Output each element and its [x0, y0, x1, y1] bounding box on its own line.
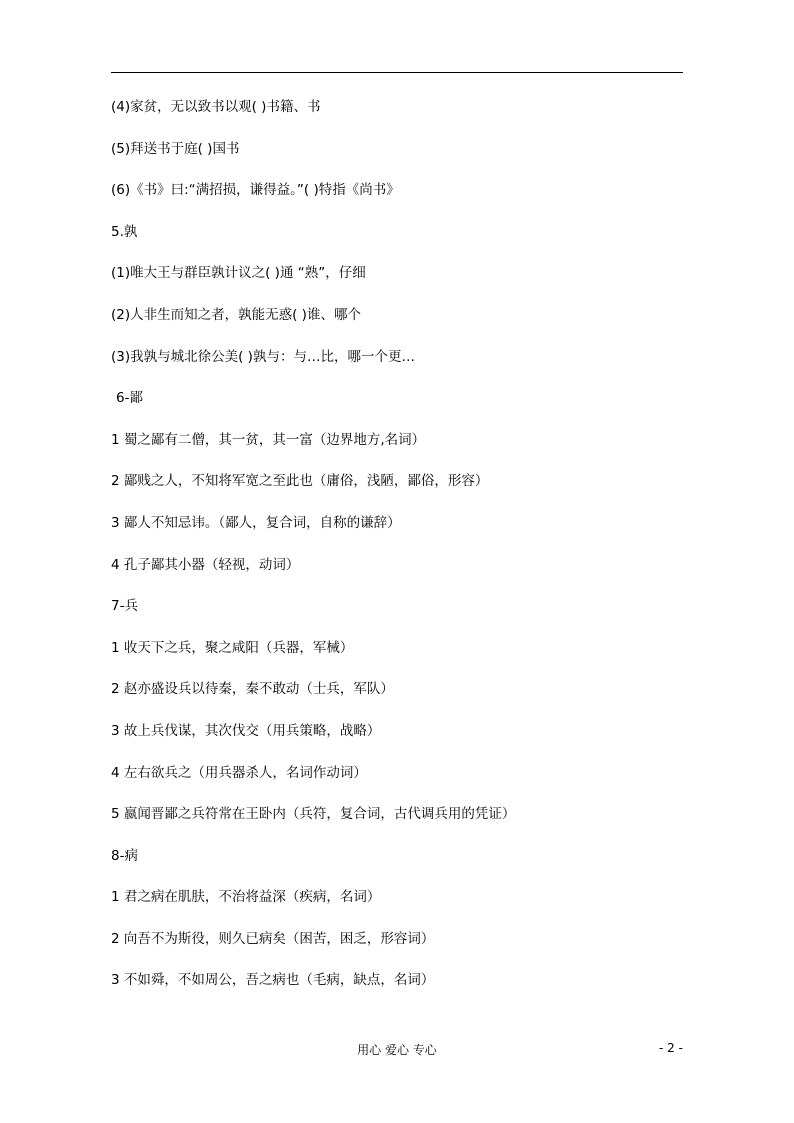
text-line: (5)拜送书于庭( )国书	[111, 140, 240, 157]
text-line: 2 向吾不为斯役，则久已病矣（困苦，困乏，形容词）	[111, 930, 435, 947]
text-line: 3 鄙人不知忌讳。（鄙人，复合词，自称的谦辞）	[111, 514, 401, 531]
text-line: 2 赵亦盛设兵以待秦，秦不敢动（士兵，军队）	[111, 681, 394, 698]
text-line: (1)唯大王与群臣孰计议之( )通 “熟”，仔细	[111, 265, 366, 282]
text-line: (6)《书》曰:“满招损，谦得益。”( )特指《尚书》	[111, 182, 400, 199]
section-heading: 8-病	[111, 847, 138, 864]
text-line: 1 君之病在肌肤，不治将益深（疾病，名词）	[111, 889, 381, 906]
text-line: (4)家贫，无以致书以观( )书籍、书	[111, 99, 321, 115]
document-body	[111, 96, 691, 1011]
text-line: (3)我孰与城北徐公美( )孰与：与…比，哪一个更…	[111, 348, 415, 365]
text-line: 4 孔子鄙其小器（轻视，动词）	[111, 556, 300, 573]
text-line: 1 蜀之鄙有二僧，其一贫，其一富（边界地方,名词）	[111, 431, 426, 448]
footer-motto: 用心 爱心 专心	[357, 1043, 437, 1057]
text-line: 4 左右欲兵之（用兵器杀人，名词作动词）	[111, 764, 367, 781]
text-line: 5 嬴闻晋鄙之兵符常在王卧内（兵符，复合词，古代调兵用的凭证）	[111, 806, 516, 823]
page-number: - 2 -	[659, 1041, 683, 1055]
header-rule	[111, 72, 683, 73]
section-heading: 6-鄙	[116, 390, 143, 407]
section-heading: 5.孰	[111, 223, 138, 240]
text-line: 2 鄙贱之人，不知将军宽之至此也（庸俗，浅陋，鄙俗，形容）	[111, 473, 489, 490]
text-line: 3 故上兵伐谋，其次伐交（用兵策略，战略）	[111, 722, 381, 739]
section-heading: 7-兵	[111, 598, 138, 615]
text-line: 1 收天下之兵，聚之咸阳（兵器，军械）	[111, 639, 354, 656]
text-line: (2)人非生而知之者，孰能无惑( )谁、哪个	[111, 306, 361, 323]
text-line: 3 不如舜，不如周公，吾之病也（毛病，缺点，名词）	[111, 972, 435, 989]
